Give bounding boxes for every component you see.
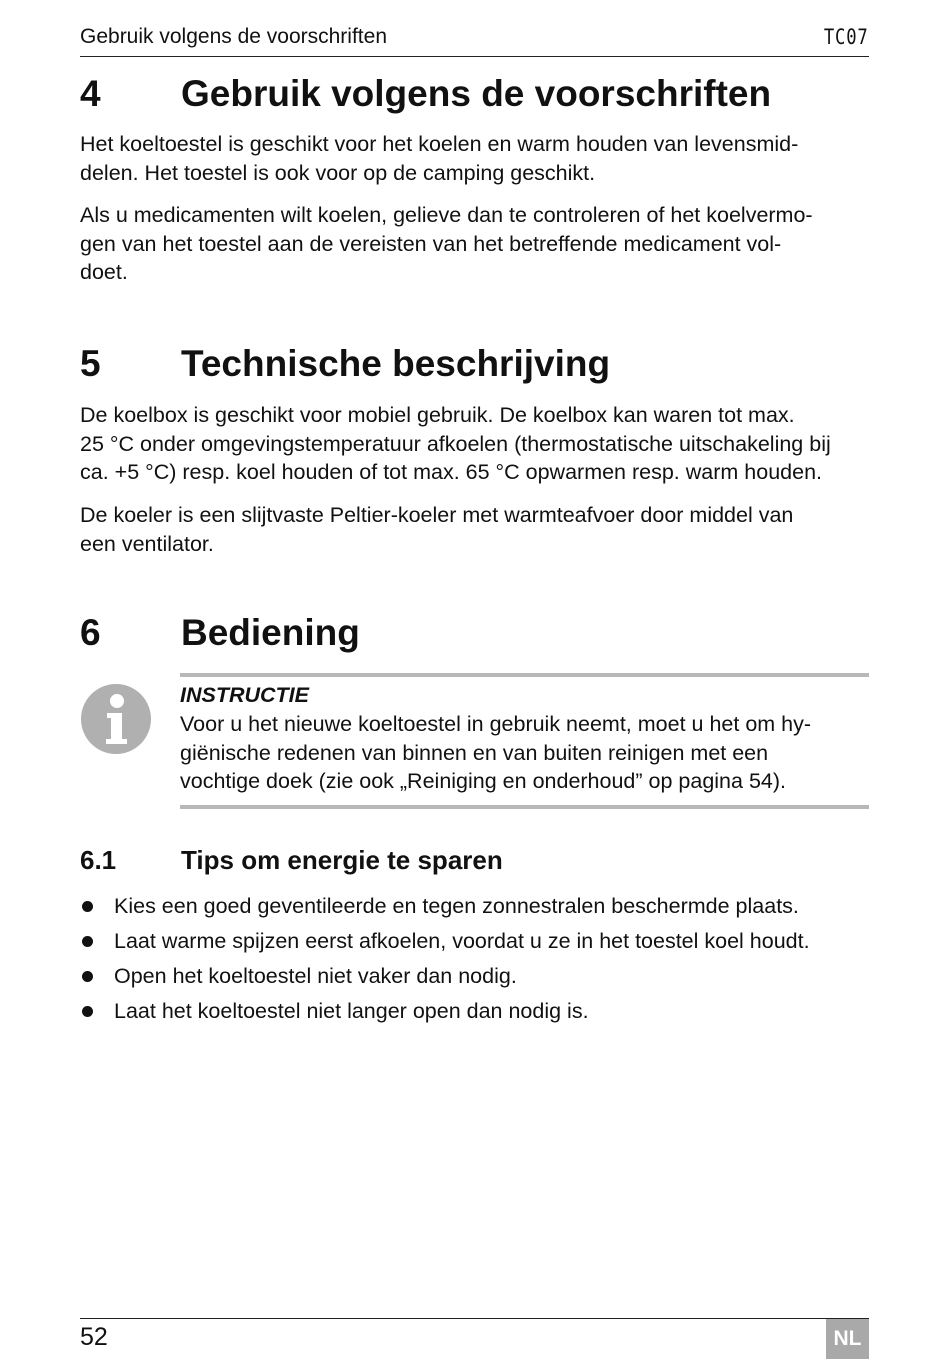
section-title: Bediening: [181, 612, 360, 653]
language-badge: NL: [826, 1319, 869, 1359]
subsection-number: 6.1: [80, 845, 117, 875]
section-number: 5: [80, 343, 101, 384]
bullet-icon: [82, 1006, 93, 1017]
header-model: TC07: [824, 25, 869, 49]
section-number: 6: [80, 612, 101, 653]
bullet-icon: [82, 936, 93, 947]
bullet-icon: [82, 901, 93, 912]
bullet-icon: [82, 971, 93, 982]
list-item: [80, 891, 880, 926]
subsection-title: Tips om energie te sparen: [181, 845, 503, 875]
header-section-title: Gebruik volgens de voorschriften: [80, 25, 387, 48]
section-title: Technische beschrijving: [181, 343, 611, 384]
section-5-paragraph-1: De koelbox is geschikt voor mobiel gebruik. De koelbox kan waren tot max. 25 °C onder omgevingstemperatuur afkoelen (thermostatische uitschakeling bij ca. +5 °C) resp. koel houden of tot max. 65 °C opwarmen resp. warm houden.: [80, 403, 831, 484]
running-header: [80, 24, 869, 57]
section-4-paragraph-1: Het koeltoestel is geschikt voor het koelen en warm houden van levensmid- delen. Het toestel is ook voor op de camping geschikt.: [80, 132, 799, 185]
section-number: 4: [80, 73, 101, 114]
list-item-text: Laat het koeltoestel niet langer open dan nodig is.: [114, 999, 589, 1023]
note-text: Voor u het nieuwe koeltoestel in gebruik neemt, moet u het om hy- giënische redenen van binnen en van buiten reinigen met een vochtige doek (zie ook „Reiniging en onderhoud” op pagina 54).: [180, 712, 812, 793]
list-item: [80, 996, 880, 1031]
instruction-note: [180, 673, 869, 809]
list-item-text: Kies een goed geventileerde en tegen zonnestralen beschermde plaats.: [114, 894, 799, 918]
footer-divider: [80, 1318, 869, 1319]
page-number: 52: [80, 1323, 108, 1351]
list-item-text: Laat warme spijzen eerst afkoelen, voordat u ze in het toestel koel houdt.: [114, 929, 810, 953]
section-title: Gebruik volgens de voorschriften: [181, 73, 772, 114]
list-item: [80, 961, 880, 996]
list-item-text: Open het koeltoestel niet vaker dan nodig.: [114, 964, 517, 988]
section-5-paragraph-2: De koeler is een slijtvaste Peltier-koeler met warmteafvoer door middel van een ventilator.: [80, 503, 794, 556]
list-item: [80, 926, 880, 961]
energy-tips-list: [80, 891, 880, 1031]
note-title: INSTRUCTIE: [180, 683, 309, 707]
info-icon: [80, 683, 152, 755]
section-4-paragraph-2: Als u medicamenten wilt koelen, gelieve dan te controleren of het koelvermo- gen van het toestel aan de vereisten van het betreffende medicament vol- doet.: [80, 203, 813, 284]
